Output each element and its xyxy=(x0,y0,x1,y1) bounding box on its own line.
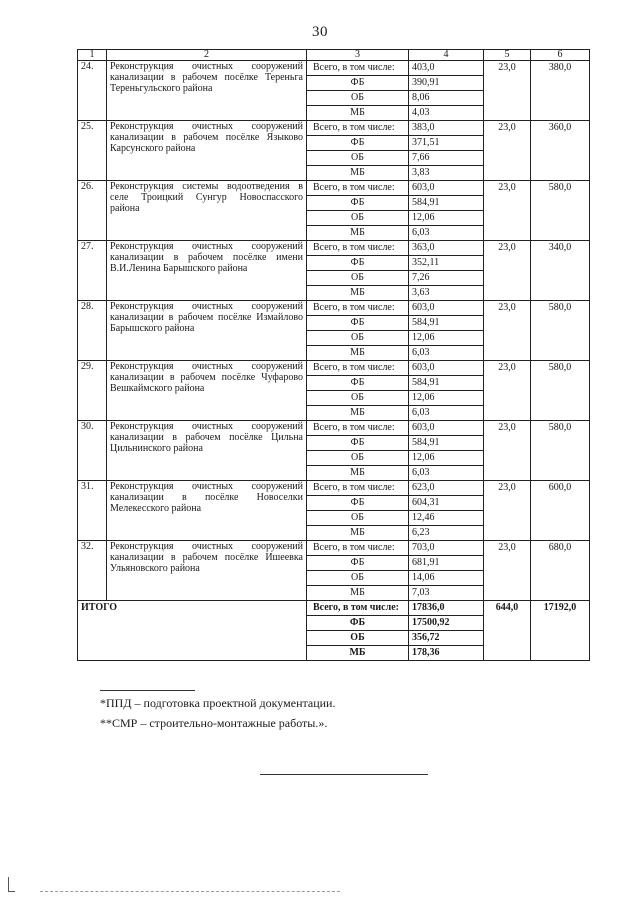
funding-source-label: ОБ xyxy=(307,391,409,406)
funding-amount: 7,66 xyxy=(409,151,484,166)
funding-amount: 12,06 xyxy=(409,331,484,346)
funding-amount: 363,0 xyxy=(409,241,484,256)
total-row xyxy=(78,601,590,616)
table-body xyxy=(78,61,590,661)
funding-amount: 681,91 xyxy=(409,556,484,571)
funding-amount: 603,0 xyxy=(409,361,484,376)
projects-table xyxy=(77,49,590,661)
funding-source-label: ФБ xyxy=(307,496,409,511)
funding-source-label: Всего, в том числе: xyxy=(307,421,409,436)
header-col-3: 3 xyxy=(307,50,409,61)
funding-amount: 17500,92 xyxy=(409,616,484,631)
row-number: 25. xyxy=(78,121,107,181)
footnote-smr: **СМР – строительно-монтажные работы.». xyxy=(100,716,328,730)
row-number: 26. xyxy=(78,181,107,241)
col6-amount: 580,0 xyxy=(531,181,590,241)
row-number: 28. xyxy=(78,301,107,361)
funding-amount: 603,0 xyxy=(409,301,484,316)
project-name: Реконструкция очистных сооружений канализации в рабочем посёлке Чуфарово Вешкаймского района xyxy=(107,361,307,421)
funding-amount: 7,03 xyxy=(409,586,484,601)
funding-source-label: ОБ xyxy=(307,571,409,586)
funding-amount: 6,23 xyxy=(409,526,484,541)
col6-amount: 360,0 xyxy=(531,121,590,181)
funding-source-label: МБ xyxy=(307,226,409,241)
funding-source-label: ОБ xyxy=(307,91,409,106)
funding-amount: 584,91 xyxy=(409,196,484,211)
funding-source-label: ФБ xyxy=(307,136,409,151)
table-row xyxy=(78,421,590,436)
table-row xyxy=(78,541,590,556)
funding-amount: 8,06 xyxy=(409,91,484,106)
funding-source-label: МБ xyxy=(307,466,409,481)
funding-source-label: МБ xyxy=(307,646,409,661)
funding-amount: 3,83 xyxy=(409,166,484,181)
funding-amount: 3,63 xyxy=(409,286,484,301)
footnote-ppd: *ППД – подготовка проектной документации. xyxy=(100,696,336,710)
funding-source-label: Всего, в том числе: xyxy=(307,241,409,256)
project-name: Реконструкция системы водоотведения в селе Троицкий Сунгур Новоспасского района xyxy=(107,181,307,241)
end-rule xyxy=(260,774,428,775)
col5-amount: 23,0 xyxy=(484,361,531,421)
funding-source-label: ОБ xyxy=(307,271,409,286)
table-row xyxy=(78,61,590,76)
funding-amount: 6,03 xyxy=(409,406,484,421)
funding-amount: 356,72 xyxy=(409,631,484,646)
funding-amount: 390,91 xyxy=(409,76,484,91)
scan-corner-mark xyxy=(8,877,15,892)
col5-amount: 23,0 xyxy=(484,61,531,121)
funding-amount: 12,06 xyxy=(409,391,484,406)
funding-amount: 6,03 xyxy=(409,226,484,241)
funding-source-label: Всего, в том числе: xyxy=(307,301,409,316)
funding-source-label: ФБ xyxy=(307,376,409,391)
funding-source-label: МБ xyxy=(307,586,409,601)
footnote-rule xyxy=(100,690,195,691)
funding-amount: 603,0 xyxy=(409,181,484,196)
row-number: 31. xyxy=(78,481,107,541)
col5-amount: 23,0 xyxy=(484,181,531,241)
project-name: Реконструкция очистных сооружений канализации в рабочем посёлке Тереньга Тереньгульского района xyxy=(107,61,307,121)
funding-amount: 6,03 xyxy=(409,466,484,481)
project-name: Реконструкция очистных сооружений канализации в посёлке Новоселки Мелекесского района xyxy=(107,481,307,541)
project-name: Реконструкция очистных сооружений канализации в рабочем посёлке Измайлово Барышского района xyxy=(107,301,307,361)
funding-amount: 584,91 xyxy=(409,436,484,451)
funding-source-label: Всего, в том числе: xyxy=(307,361,409,376)
row-number: 32. xyxy=(78,541,107,601)
table-row xyxy=(78,361,590,376)
funding-amount: 703,0 xyxy=(409,541,484,556)
scan-edge-line xyxy=(40,891,340,892)
table-row xyxy=(78,241,590,256)
funding-source-label: ФБ xyxy=(307,556,409,571)
header-col-4: 4 xyxy=(409,50,484,61)
header-col-1: 1 xyxy=(78,50,107,61)
col5-amount: 23,0 xyxy=(484,241,531,301)
page-number: 30 xyxy=(312,24,328,40)
col6-amount: 580,0 xyxy=(531,361,590,421)
funding-amount: 371,51 xyxy=(409,136,484,151)
project-name: Реконструкция очистных сооружений канализации в рабочем посёлке имени В.И.Ленина Барышского района xyxy=(107,241,307,301)
table-row xyxy=(78,301,590,316)
col5-amount: 23,0 xyxy=(484,421,531,481)
col5-amount: 23,0 xyxy=(484,301,531,361)
col6-amount: 340,0 xyxy=(531,241,590,301)
row-number: 30. xyxy=(78,421,107,481)
funding-source-label: ФБ xyxy=(307,436,409,451)
funding-amount: 603,0 xyxy=(409,421,484,436)
col6-amount: 380,0 xyxy=(531,61,590,121)
funding-source-label: Всего, в том числе: xyxy=(307,601,409,616)
funding-source-label: ОБ xyxy=(307,451,409,466)
total-label: ИТОГО xyxy=(78,601,307,661)
funding-source-label: ФБ xyxy=(307,616,409,631)
col5-amount: 23,0 xyxy=(484,481,531,541)
funding-source-label: Всего, в том числе: xyxy=(307,61,409,76)
row-number: 27. xyxy=(78,241,107,301)
funding-amount: 584,91 xyxy=(409,316,484,331)
header-col-2: 2 xyxy=(107,50,307,61)
funding-source-label: ОБ xyxy=(307,631,409,646)
funding-amount: 352,11 xyxy=(409,256,484,271)
funding-source-label: Всего, в том числе: xyxy=(307,181,409,196)
funding-amount: 403,0 xyxy=(409,61,484,76)
funding-amount: 17836,0 xyxy=(409,601,484,616)
funding-source-label: ФБ xyxy=(307,316,409,331)
funding-source-label: Всего, в том числе: xyxy=(307,121,409,136)
col6-amount: 600,0 xyxy=(531,481,590,541)
funding-source-label: ОБ xyxy=(307,151,409,166)
row-number: 24. xyxy=(78,61,107,121)
col6-amount: 580,0 xyxy=(531,301,590,361)
col5-amount: 23,0 xyxy=(484,541,531,601)
funding-amount: 178,36 xyxy=(409,646,484,661)
funding-source-label: ОБ xyxy=(307,331,409,346)
funding-source-label: МБ xyxy=(307,106,409,121)
project-name: Реконструкция очистных сооружений канализации в рабочем посёлке Цильна Цильнинского района xyxy=(107,421,307,481)
funding-amount: 12,46 xyxy=(409,511,484,526)
col5-amount: 23,0 xyxy=(484,121,531,181)
col6-amount: 580,0 xyxy=(531,421,590,481)
funding-amount: 7,26 xyxy=(409,271,484,286)
funding-source-label: МБ xyxy=(307,406,409,421)
funding-source-label: МБ xyxy=(307,166,409,181)
funding-amount: 12,06 xyxy=(409,211,484,226)
row-number: 29. xyxy=(78,361,107,421)
funding-source-label: МБ xyxy=(307,346,409,361)
funding-source-label: Всего, в том числе: xyxy=(307,481,409,496)
funding-source-label: ФБ xyxy=(307,256,409,271)
col6-amount: 680,0 xyxy=(531,541,590,601)
table-header-row xyxy=(78,50,590,61)
col5-amount: 644,0 xyxy=(484,601,531,661)
header-col-6: 6 xyxy=(531,50,590,61)
funding-source-label: МБ xyxy=(307,286,409,301)
funding-amount: 6,03 xyxy=(409,346,484,361)
footnotes xyxy=(100,690,335,733)
header-col-5: 5 xyxy=(484,50,531,61)
funding-amount: 604,31 xyxy=(409,496,484,511)
project-name: Реконструкция очистных сооружений канализации в рабочем посёлке Ишеевка Ульяновского района xyxy=(107,541,307,601)
funding-source-label: ФБ xyxy=(307,76,409,91)
project-name: Реконструкция очистных сооружений канализации в рабочем посёлке Языково Карсунского района xyxy=(107,121,307,181)
table-row xyxy=(78,181,590,196)
funding-source-label: ОБ xyxy=(307,511,409,526)
table-row xyxy=(78,121,590,136)
table-row xyxy=(78,481,590,496)
funding-amount: 14,06 xyxy=(409,571,484,586)
funding-source-label: ОБ xyxy=(307,211,409,226)
funding-amount: 623,0 xyxy=(409,481,484,496)
funding-amount: 12,06 xyxy=(409,451,484,466)
funding-source-label: Всего, в том числе: xyxy=(307,541,409,556)
funding-source-label: ФБ xyxy=(307,196,409,211)
funding-amount: 4,03 xyxy=(409,106,484,121)
col6-amount: 17192,0 xyxy=(531,601,590,661)
funding-amount: 383,0 xyxy=(409,121,484,136)
funding-amount: 584,91 xyxy=(409,376,484,391)
funding-source-label: МБ xyxy=(307,526,409,541)
